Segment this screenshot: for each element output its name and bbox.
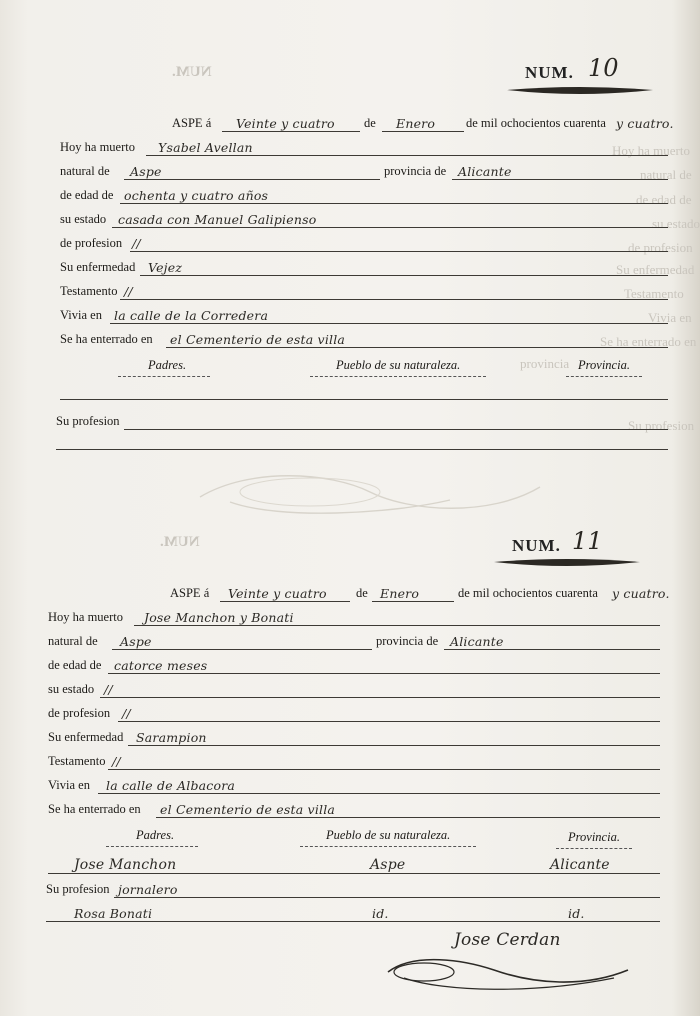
provincia-value: Alicante	[458, 164, 512, 179]
edad-rule	[108, 673, 660, 674]
num-underline-flourish	[492, 556, 642, 570]
padre-line	[0, 380, 700, 402]
provincia-header: Provincia.	[568, 830, 620, 844]
profesion-line	[0, 702, 700, 724]
natural-rule	[112, 649, 372, 650]
natural-line	[0, 630, 700, 652]
enterrado-label: Se ha enterrado en	[48, 802, 141, 816]
enfermedad-rule	[128, 745, 660, 746]
testamento-value: //	[124, 284, 133, 299]
enfermedad-label: Su enfermedad	[60, 260, 136, 274]
madre-rule	[46, 921, 660, 922]
enterrado-label: Se ha enterrado en	[60, 332, 153, 346]
padres-header-rule	[106, 846, 198, 847]
edad-line	[0, 654, 700, 676]
num-label: NUM.	[525, 63, 574, 82]
bleed-num-2: NUM.	[160, 534, 200, 550]
madre-line	[0, 430, 700, 452]
padre-line	[0, 854, 700, 876]
natural-label: natural de	[60, 164, 110, 178]
bleed-muerto: Hoy ha muerto	[612, 143, 690, 158]
pueblo-header-rule	[310, 376, 486, 377]
provincia-value: Alicante	[450, 634, 504, 649]
provincia-rule	[444, 649, 660, 650]
testamento-value: //	[112, 754, 121, 769]
vivia-rule	[110, 323, 668, 324]
day-rule	[222, 131, 360, 132]
su-profesion-label: Su profesion	[46, 882, 110, 896]
padre-provincia: Alicante	[550, 857, 610, 873]
profesion-rule	[118, 721, 660, 722]
muerto-line	[0, 606, 700, 628]
vivia-line	[0, 304, 700, 326]
estado-value: casada con Manuel Galipienso	[118, 212, 317, 227]
muerto-line	[0, 136, 700, 158]
day-value: Veinte y cuatro	[236, 116, 335, 131]
muerto-label: Hoy ha muerto	[60, 140, 135, 154]
su-profesion-rule	[114, 897, 660, 898]
profesion-label: de profesion	[60, 236, 123, 250]
profesion-line	[0, 232, 700, 254]
padres-header-rule	[118, 376, 210, 377]
su-profesion-line	[0, 878, 700, 900]
signature: Jose Cerdan	[454, 930, 561, 950]
num-value: 10	[588, 54, 619, 82]
padre-rule	[48, 873, 660, 874]
aspe-label: ASPE á	[170, 586, 210, 600]
testamento-line	[0, 750, 700, 772]
year-suffix: y cuatro.	[612, 586, 670, 601]
padre-name: Jose Manchon	[74, 857, 177, 873]
natural-label: natural de	[48, 634, 98, 648]
year-label: de mil ochocientos cuarenta	[458, 586, 598, 600]
enterrado-line	[0, 328, 700, 350]
provincia-header-rule	[556, 848, 632, 849]
madre-rule	[56, 449, 668, 450]
padres-header: Padres.	[148, 358, 187, 372]
enfermedad-rule	[140, 275, 668, 276]
edad-line	[0, 184, 700, 206]
padres-header: Padres.	[136, 828, 175, 842]
enfermedad-label: Su enfermedad	[48, 730, 124, 744]
provincia-label: provincia de	[376, 634, 439, 648]
de-label: de	[364, 116, 376, 130]
muerto-rule	[134, 625, 660, 626]
bleed-enterrado: Se ha enterrado en	[600, 334, 697, 349]
edad-label: de edad de	[60, 188, 114, 202]
profesion-label: de profesion	[48, 706, 111, 720]
padre-pueblo: Aspe	[370, 857, 406, 873]
estado-label: su estado	[48, 682, 95, 696]
provincia-header: Provincia.	[578, 358, 630, 372]
natural-value: Aspe	[130, 164, 162, 179]
bleed-testamento: Testamento	[624, 286, 684, 301]
natural-line	[0, 160, 700, 182]
bleed-su-profesion: Su profesion	[628, 418, 695, 433]
su-profesion-line	[0, 410, 700, 432]
su-profesion-label: Su profesion	[56, 414, 120, 428]
enfermedad-line	[0, 726, 700, 748]
bleed-edad: de edad de	[636, 192, 692, 207]
madre-pueblo: id.	[372, 906, 389, 921]
madre-name: Rosa Bonati	[74, 906, 153, 921]
month-rule	[372, 601, 454, 602]
edad-value: ochenta y cuatro años	[124, 188, 269, 203]
enterrado-rule	[166, 347, 668, 348]
aspe-label: ASPE á	[172, 116, 212, 130]
bleed-profesion: de profesion	[628, 240, 693, 255]
provincia-rule	[452, 179, 668, 180]
pueblo-header: Pueblo de su naturaleza.	[336, 358, 461, 372]
bleed-flourish	[190, 462, 550, 522]
profesion-value: //	[132, 236, 141, 251]
muerto-value: Ysabel Avellan	[158, 140, 253, 155]
date-line	[0, 112, 700, 134]
provincia-label: provincia de	[384, 164, 447, 178]
estado-rule	[112, 227, 668, 228]
testamento-label: Testamento	[60, 284, 118, 298]
estado-label: su estado	[60, 212, 107, 226]
bleed-estado: su estado	[652, 216, 700, 231]
edad-label: de edad de	[48, 658, 102, 672]
vivia-line	[0, 774, 700, 796]
enterrado-rule	[156, 817, 660, 818]
profesion-value: //	[122, 706, 131, 721]
padre-rule	[60, 399, 668, 400]
enfermedad-line	[0, 256, 700, 278]
bleed-vivia: Vivia en	[648, 310, 692, 325]
date-line	[0, 582, 700, 604]
estado-rule	[100, 697, 660, 698]
num-label: NUM.	[512, 536, 561, 555]
estado-line	[0, 678, 700, 700]
madre-line	[0, 902, 700, 924]
day-value: Veinte y cuatro	[228, 586, 327, 601]
edad-value: catorce meses	[114, 658, 208, 673]
muerto-label: Hoy ha muerto	[48, 610, 123, 624]
profesion-rule	[130, 251, 668, 252]
natural-rule	[124, 179, 380, 180]
enterrado-value: el Cementerio de esta villa	[170, 332, 346, 347]
pueblo-header: Pueblo de su naturaleza.	[326, 828, 451, 842]
enterrado-line	[0, 798, 700, 820]
madre-provincia: id.	[568, 906, 585, 921]
natural-value: Aspe	[120, 634, 152, 649]
testamento-rule	[120, 299, 668, 300]
provincia-header-rule	[566, 376, 642, 377]
bleed-num-1: NUM.	[172, 64, 212, 80]
muerto-rule	[146, 155, 668, 156]
enfermedad-value: Sarampion	[136, 730, 207, 745]
de-label: de	[356, 586, 368, 600]
pueblo-header-rule	[300, 846, 476, 847]
vivia-label: Vivia en	[48, 778, 90, 792]
enterrado-value: el Cementerio de esta villa	[160, 802, 336, 817]
month-value: Enero	[396, 116, 436, 131]
year-label: de mil ochocientos cuarenta	[466, 116, 606, 130]
day-rule	[220, 601, 350, 602]
testamento-line	[0, 280, 700, 302]
estado-line	[0, 208, 700, 230]
month-rule	[382, 131, 464, 132]
enfermedad-value: Vejez	[148, 260, 183, 275]
bleed-provincia: provincia	[520, 356, 570, 371]
month-value: Enero	[380, 586, 420, 601]
muerto-value: Jose Manchon y Bonati	[144, 610, 294, 625]
signature-flourish-icon	[384, 940, 634, 996]
su-profesion-value: jornalero	[118, 882, 178, 897]
edad-rule	[120, 203, 668, 204]
estado-value: //	[104, 682, 113, 697]
vivia-value: la calle de Albacora	[106, 778, 236, 793]
num-underline-flourish	[505, 84, 655, 98]
vivia-rule	[98, 793, 660, 794]
vivia-label: Vivia en	[60, 308, 102, 322]
bleed-enfermedad: Su enfermedad	[616, 262, 695, 277]
year-suffix: y cuatro.	[616, 116, 674, 131]
testamento-rule	[108, 769, 660, 770]
num-value: 11	[572, 527, 603, 555]
testamento-label: Testamento	[48, 754, 106, 768]
vivia-value: la calle de la Corredera	[114, 308, 269, 323]
bleed-natural: natural de	[640, 167, 692, 182]
